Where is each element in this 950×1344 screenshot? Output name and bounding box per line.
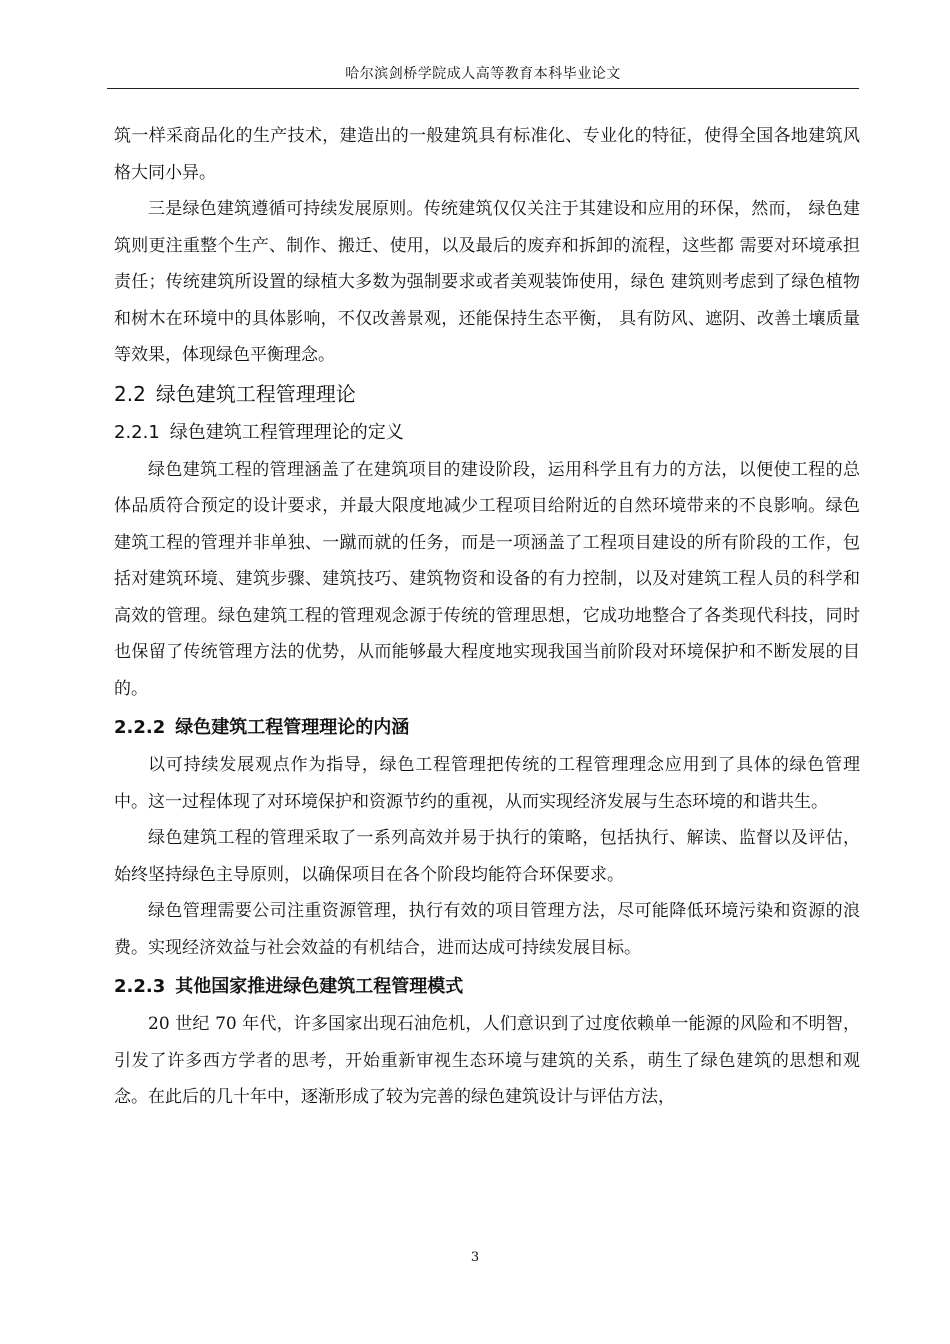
paragraph-connotation-1: 以可持续发展观点作为指导，绿色工程管理把传统的工程管理理念应用到了具体的绿色管理中。这一过程体现了对环境保护和资源节约的重视，从而实现经济发展与生态环境的和谐共生。 bbox=[114, 755, 860, 812]
subsection-number: 2.2.1 bbox=[114, 421, 160, 443]
header-rule bbox=[107, 88, 859, 89]
page-number: 3 bbox=[470, 1250, 480, 1265]
subsection-number: 2.2.2 bbox=[114, 717, 166, 738]
section-title: 绿色建筑工程管理理论 bbox=[155, 381, 356, 406]
subsection-title: 其他国家推进绿色建筑工程管理模式 bbox=[175, 976, 464, 997]
subsection-number: 2.2.3 bbox=[114, 976, 166, 997]
section-number: 2.2 bbox=[114, 381, 146, 406]
section-heading-2-2 bbox=[114, 376, 860, 412]
document-body bbox=[114, 118, 860, 1116]
subsection-title: 绿色建筑工程管理理论的内涵 bbox=[175, 717, 410, 738]
running-header: 哈尔滨剑桥学院成人高等教育本科毕业论文 bbox=[345, 66, 621, 82]
paragraph-connotation-3: 绿色管理需要公司注重资源管理，执行有效的项目管理方法，尽可能降低环境污染和资源的浪费。实现经济效益与社会效益的有机结合，进而达成可持续发展目标。 bbox=[114, 901, 860, 958]
paragraph-sustainability-principle: 三是绿色建筑遵循可持续发展原则。传统建筑仅仅关注于其建设和应用的环保，然而， 绿色建筑则更注重整个生产、制作、搬迁、使用，以及最后的废弃和拆卸的流程，这些都 需要对环境承担责任；传统建筑所设置的绿植大多数为强制要求或者美观装饰使用，绿色 建筑则考虑到了绿色植物和树木在环境中的具体影响，不仅改善景观，还能保持生态平衡， 具有防风、遮阴、改善土壤质量等效果，体现绿色平衡理念。 bbox=[114, 199, 860, 365]
subsection-heading-2-2-2 bbox=[114, 711, 860, 745]
paragraph-continued: 筑一样采商品化的生产技术，建造出的一般建筑具有标准化、专业化的特征，使得全国各地建筑风格大同小异。 bbox=[114, 126, 860, 183]
subsection-title: 绿色建筑工程管理理论的定义 bbox=[169, 421, 404, 443]
paragraph-connotation-2: 绿色建筑工程的管理采取了一系列高效并易于执行的策略，包括执行、解读、监督以及评估，始终坚持绿色主导原则，以确保项目在各个阶段均能符合环保要求。 bbox=[114, 828, 860, 885]
subsection-heading-2-2-1 bbox=[114, 416, 860, 450]
paragraph-definition: 绿色建筑工程的管理涵盖了在建筑项目的建设阶段，运用科学且有力的方法，以便使工程的总体品质符合预定的设计要求，并最大限度地减少工程项目给附近的自然环境带来的不良影响。绿色建筑工程的管理并非单独、一蹴而就的任务，而是一项涵盖了工程项目建设的所有阶段的工作，包括对建筑环境、建筑步骤、建筑技巧、建筑物资和设备的有力控制，以及对建筑工程人员的科学和高效的管理。绿色建筑工程的管理观念源于传统的管理思想，它成功地整合了各类现代科技，同时也保留了传统管理方法的优势，从而能够最大程度地实现我国当前阶段对环境保护和不断发展的目的。 bbox=[114, 459, 860, 699]
subsection-heading-2-2-3 bbox=[114, 970, 860, 1004]
paragraph-other-countries: 20 世纪 70 年代，许多国家出现石油危机，人们意识到了过度依赖单一能源的风险和不明智，引发了许多西方学者的思考，开始重新审视生态环境与建筑的关系，萌生了绿色建筑的思想和观念。在此后的几十年中，逐渐形成了较为完善的绿色建筑设计与评估方法， bbox=[114, 1014, 860, 1107]
